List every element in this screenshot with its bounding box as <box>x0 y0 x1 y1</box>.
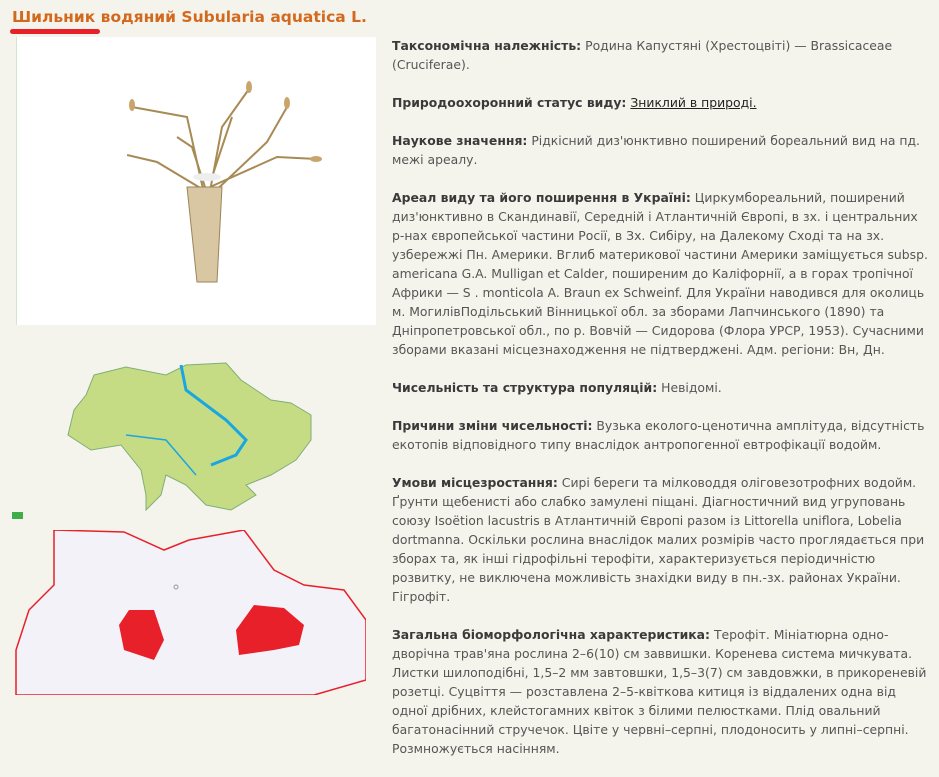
section-causes <box>392 416 932 454</box>
section-label: Таксономічна належність: <box>392 38 582 53</box>
section-population <box>392 378 932 397</box>
section-text: Вузька еколого-ценотична амплітуда, відсутність екотопів відповідного типу внаслідок антропогенної евтрофікації водойм. <box>392 418 925 452</box>
section-text: Невідомі. <box>661 380 722 395</box>
section-text: Терофіт. Мініатюрна одно-дворічна трав'яна рослина 2–6(10) см заввишки. Коренева система мичкувата. Листки шилоподібні, 1,5–2 мм завтовшки, 1,5–3(7) см завдовжки, в прикореневій розетці. Суцвіття — розставлена 2–5-квіткова китиця із віддалених одна від одної дрібних, клейстогамних квіток з білими пелюстками. Плід овальний багатонасінний стручечок. Цвіте у червні–серпні, плодоносить у липні–серпні. Розмножується насінням. <box>392 627 927 756</box>
section-label: Наукове значення: <box>392 133 528 148</box>
legend-swatch-green <box>12 512 23 519</box>
physical-map[interactable] <box>66 345 316 515</box>
status-link[interactable]: Зниклий в природі. <box>630 95 757 110</box>
page-title: Шильник водяний Subularia aquatica L. <box>12 8 367 26</box>
plant-photo[interactable] <box>16 37 376 325</box>
section-scientific-value <box>392 131 932 169</box>
section-label: Причини зміни чисельності: <box>392 418 593 433</box>
plant-illustration <box>17 37 376 325</box>
section-range <box>392 188 932 359</box>
section-status <box>392 93 932 112</box>
ukraine-regions-map-image <box>14 530 366 695</box>
section-text: Рідкісний диз'юнктивно поширений бореальний вид на пд. межі ареалу. <box>392 133 920 167</box>
section-taxonomy <box>392 36 932 74</box>
section-label: Загальна біоморфологічна характеристика: <box>392 627 710 642</box>
section-label: Ареал виду та його поширення в Україні: <box>392 190 691 205</box>
section-label: Природоохоронний статус виду: <box>392 95 627 110</box>
section-habitat <box>392 473 932 606</box>
section-label: Чисельність та структура популяцій: <box>392 380 658 395</box>
section-text: Циркумбореальний, поширений диз'юнктивно в Скандинавії, Середній і Атлантичній Європі, в зх. і центральних р-нах європейської частини Росії, в Зх. Сибіру, на Далекому Сході та на зх. узбережжі Пн. Америки. Вглиб материкової частини Америки заміщується subsp. americana G.A. Mulligan et Calder, поширеним до Каліфорнії, а в горах тропічної Африки — S . monticola A. Braun ex Schweinf. Для України наводився для околиць м. МогилівПодільський Вінницької обл. за зборами Лапчинського (1890) та Дніпропетровської обл., по р. Вовчій — Сидорова (Флора УРСР, 1953). Сучасними зборами вказані місцезнаходження не підтверджені. Адм. регіони: Вн, Дн. <box>392 190 928 357</box>
title-underline <box>10 29 100 34</box>
regions-map[interactable] <box>14 530 366 695</box>
section-label: Умови місцезростання: <box>392 475 558 490</box>
section-text: Родина Капустяні (Хрестоцвіті) — Brassicaceae (Cruciferae). <box>392 38 893 72</box>
ukraine-physical-map-image <box>66 345 316 515</box>
section-biomorphology <box>392 625 932 758</box>
species-description <box>392 36 932 777</box>
section-text: Сирі береги та мілководдя оліговезотрофних водойм. Ґрунти щебенисті або слабко замулені піщані. Діагностичний вид угруповань союзу Isoëtion lacustris в Атлантичній Європі разом із Littorella uniflora, Lobelia dortmanna. Оскільки рослина внаслідок малих розмірів часто проглядається при зборах та, як інші гідрофільні терофіти, характеризується періодичністю розвитку, не виключена можливість знахідки виду в пн.-зх. районах України. Гігрофіт. <box>392 475 925 604</box>
